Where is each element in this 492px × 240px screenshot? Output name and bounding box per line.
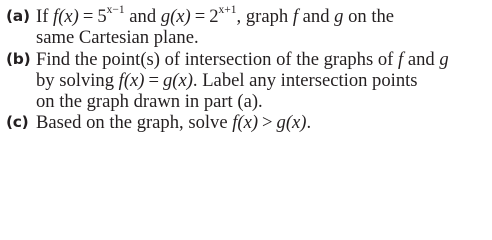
equals-sign: = (148, 69, 159, 91)
function-f-of-x: f(x) (118, 69, 145, 91)
text: If (36, 6, 54, 27)
part-c-line-1 (36, 112, 488, 133)
function-g-of-x: g(x) (276, 112, 307, 134)
symbol-g: g (334, 6, 344, 27)
function-f-of-x: f(x) (53, 6, 79, 27)
text: on the (343, 6, 395, 27)
equals-sign: = (82, 6, 94, 27)
text: and (298, 6, 335, 27)
part-a-label: (a) (6, 7, 30, 25)
base-2: 2 (209, 6, 219, 27)
function-g-of-x: g(x) (162, 69, 193, 91)
part-b-line-1 (36, 49, 488, 70)
text: and (403, 48, 440, 70)
function-f-of-x: f(x) (232, 112, 259, 134)
exponent-x-plus-1: x+1 (218, 4, 237, 17)
part-a (6, 6, 488, 49)
base-5: 5 (97, 6, 107, 27)
part-b-label: (b) (6, 49, 31, 68)
text: , graph (236, 6, 293, 27)
symbol-f: f (292, 6, 298, 27)
part-a-line-2: same Cartesian plane. (36, 27, 199, 49)
text: by solving (36, 69, 119, 91)
text: Find the point(s) of intersection of the graphs of (36, 48, 398, 70)
exponent-x-minus-1: x−1 (106, 4, 125, 17)
part-b-line-3: on the graph drawn in part (a). (36, 91, 263, 113)
symbol-g: g (439, 48, 449, 70)
greater-than-sign: > (262, 112, 273, 134)
part-b-line-2 (36, 70, 488, 91)
equals-sign: = (194, 6, 206, 27)
part-c-label: (c) (6, 113, 29, 132)
part-b (6, 49, 488, 113)
function-g-of-x: g(x) (160, 6, 191, 27)
symbol-f: f (398, 48, 404, 70)
text: Based on the graph, solve (36, 112, 233, 134)
exercise-block (6, 6, 488, 134)
text: and (124, 6, 161, 27)
text: . (306, 112, 312, 134)
part-a-line-1 (36, 6, 488, 27)
part-c (6, 112, 488, 133)
text: . Label any intersection points (192, 69, 418, 91)
